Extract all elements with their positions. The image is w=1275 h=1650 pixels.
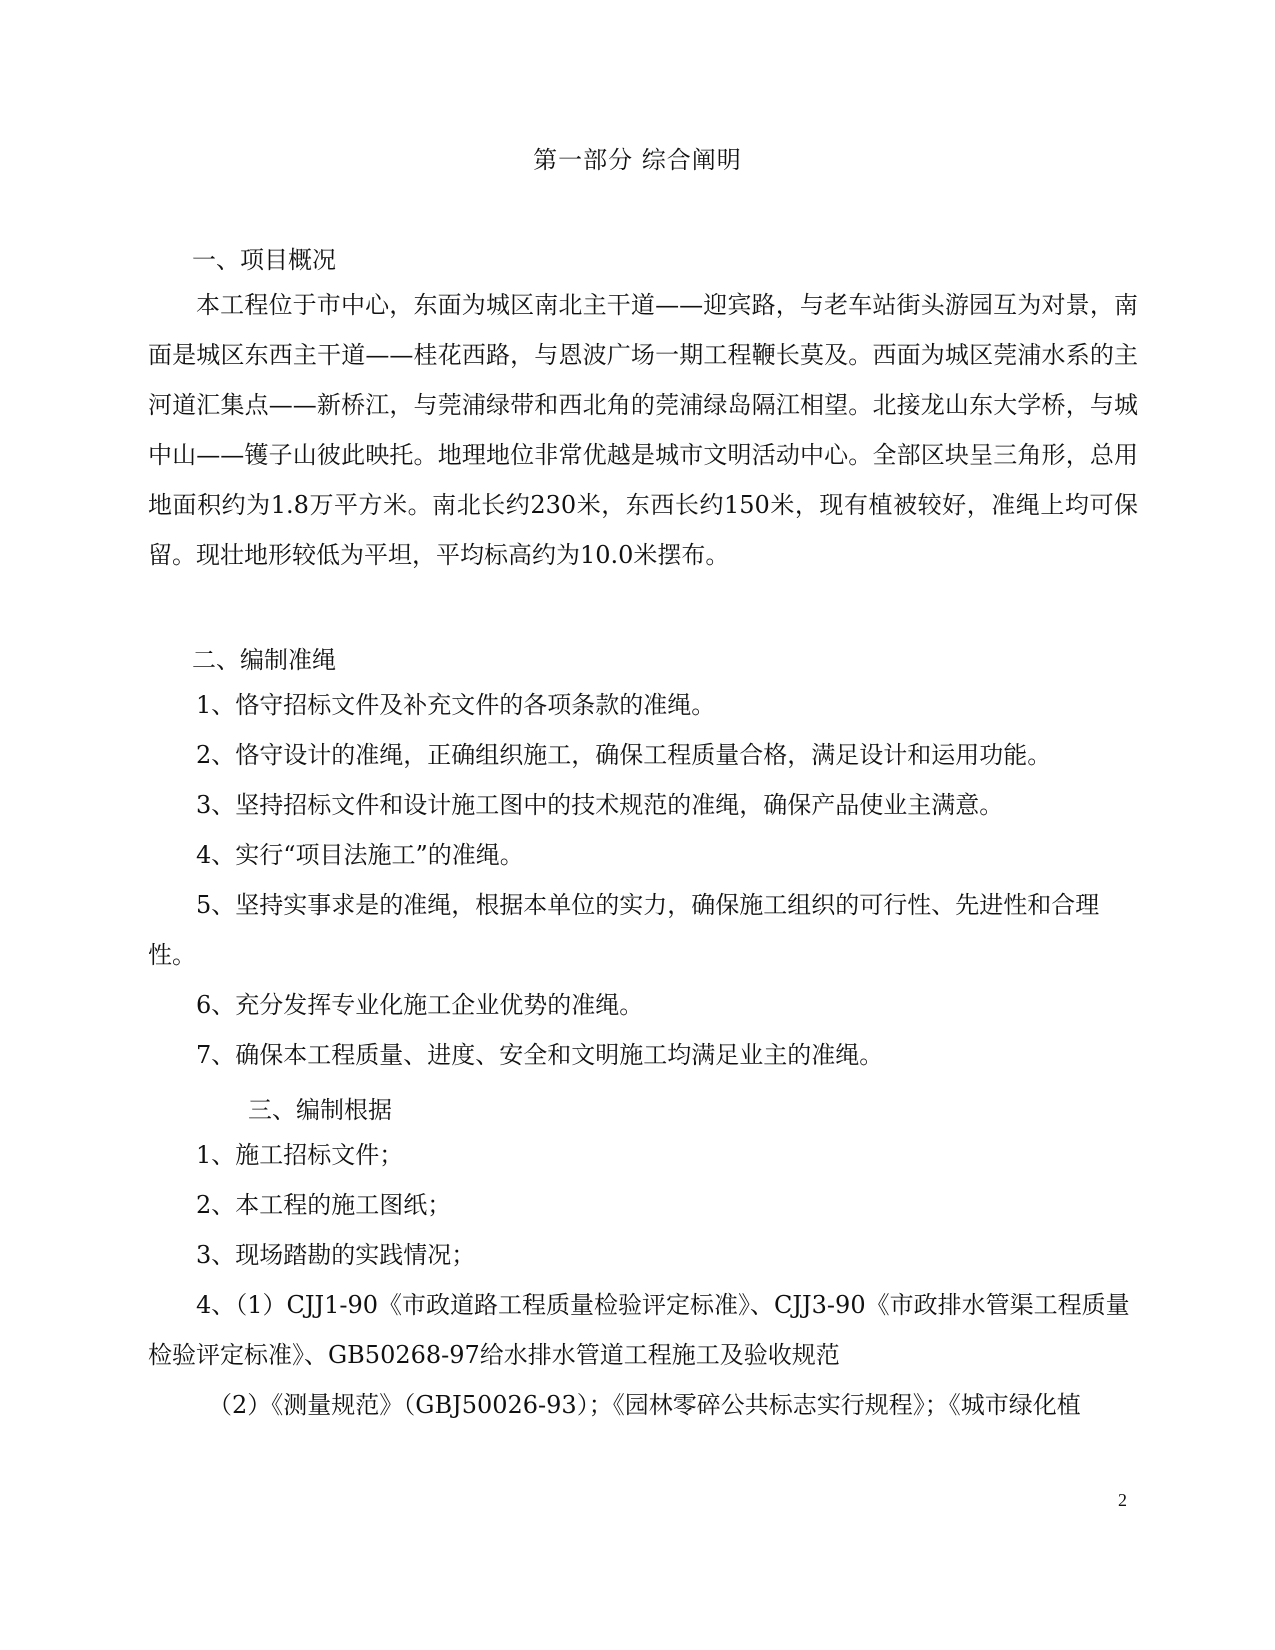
list-item: 2、本工程的施工图纸； bbox=[196, 1191, 452, 1219]
list-item: 4、实行“项目法施工”的准绳。 bbox=[196, 841, 524, 869]
list-item: （2）《测量规范》（GBJ50026-93）；《园林零碎公共标志实行规程》；《城市绿化植 bbox=[208, 1391, 1081, 1419]
list-item: 2、恪守设计的准绳，正确组织施工，确保工程质量合格，满足设计和运用功能。 bbox=[196, 741, 1052, 769]
list-item: 1、施工招标文件； bbox=[196, 1141, 404, 1169]
list-item: 3、现场踏勘的实践情况； bbox=[196, 1241, 476, 1269]
section1-body bbox=[148, 280, 1138, 580]
page-title: 第一部分 综合阐明 bbox=[533, 146, 742, 174]
page-number: 2 bbox=[1118, 1490, 1127, 1510]
section3-heading: 三、编制根据 bbox=[248, 1096, 392, 1124]
list-item: 4、（1）CJJ1-90《市政道路工程质量检验评定标准》、CJJ3-90《市政排水管渠工程质量检验评定标准》、GB50268-97给水排水管道工程施工及验收规范 bbox=[148, 1291, 1130, 1369]
list-item: 3、坚持招标文件和设计施工图中的技术规范的准绳，确保产品使业主满意。 bbox=[196, 791, 1004, 819]
list-item: 7、确保本工程质量、进度、安全和文明施工均满足业主的准绳。 bbox=[196, 1041, 884, 1069]
section3-list bbox=[148, 1130, 1138, 1430]
section2-heading: 二、编制准绳 bbox=[192, 646, 336, 674]
list-item: 5、坚持实事求是的准绳，根据本单位的实力，确保施工组织的可行性、先进性和合理性。 bbox=[148, 891, 1100, 969]
section1-paragraph: 本工程位于市中心，东面为城区南北主干道——迎宾路，与老车站街头游园互为对景，南面是城区东西主干道——桂花西路，与恩波广场一期工程鞭长莫及。西面为城区莞浦水系的主河道汇集点——新桥江，与莞浦绿带和西北角的莞浦绿岛隔江相望。北接龙山东大学桥，与城中山——镬子山彼此映托。地理地位非常优越是城市文明活动中心。全部区块呈三角形，总用地面积约为1.8万平方米。南北长约230米，东西长约150米，现有植被较好，准绳上均可保留。现壮地形较低为平坦，平均标高约为10.0米摆布。 bbox=[148, 291, 1138, 569]
section1-heading: 一、项目概况 bbox=[192, 246, 336, 274]
section2-list bbox=[148, 680, 1138, 1080]
list-item: 6、充分发挥专业化施工企业优势的准绳。 bbox=[196, 991, 644, 1019]
list-item: 1、恪守招标文件及补充文件的各项条款的准绳。 bbox=[196, 691, 716, 719]
